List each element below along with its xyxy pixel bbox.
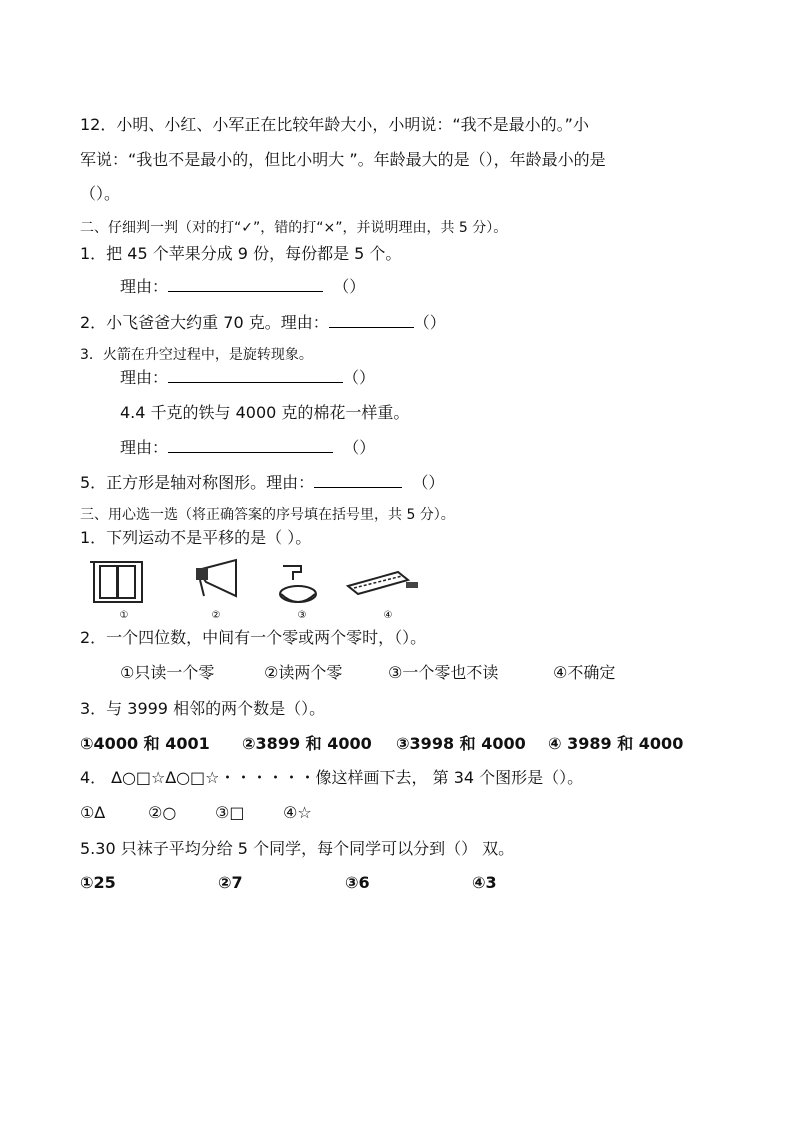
choice-3-option-3[interactable]: ③3998 和 4000 bbox=[396, 734, 526, 753]
choice-5-option-2[interactable]: ②7 bbox=[218, 873, 243, 892]
choice-2-option-3[interactable]: ③一个零也不读 bbox=[388, 663, 499, 682]
reason-label: 理由： bbox=[120, 277, 169, 296]
choice-3-option-1[interactable]: ①4000 和 4001 bbox=[80, 734, 210, 753]
reason-blank[interactable] bbox=[329, 313, 414, 328]
choice-5-option-3[interactable]: ③6 bbox=[345, 873, 370, 892]
reason-label: 理由： bbox=[120, 368, 169, 387]
choice-2-option-2[interactable]: ②读两个零 bbox=[264, 663, 343, 682]
judge-2-label: 2．小飞爸爸大约重 70 克。理由： bbox=[80, 313, 329, 332]
image-label-4: ④ bbox=[383, 610, 393, 621]
faucet-basin-icon bbox=[280, 566, 316, 602]
section3-heading: 三、用心选一选（将正确答案的序号填在括号里，共 5 分）。 bbox=[80, 507, 455, 523]
answer-paren: （） bbox=[343, 438, 376, 457]
q12-line-2: 军说：“我也不是最小的，但比小明大 ”。年龄最大的是（），年龄最小的是 bbox=[80, 150, 606, 169]
judge-1-text: 1．把 45 个苹果分成 9 份，每份都是 5 个。 bbox=[80, 244, 402, 263]
choice-4-option-1[interactable]: ①∆ bbox=[80, 803, 106, 822]
choice-1-text: 1．下列运动不是平移的是（ ）。 bbox=[80, 528, 312, 547]
q12-line-3: （）。 bbox=[80, 184, 121, 203]
sliding-window-icon bbox=[90, 562, 142, 602]
choice-4-text: 4． ∆○□☆∆○□☆・・・・・・像这样画下去， 第 34 个图形是（）。 bbox=[80, 768, 584, 787]
abacus-icon bbox=[348, 572, 418, 594]
judge-5-text bbox=[80, 472, 444, 494]
choice-4-option-3[interactable]: ③□ bbox=[215, 803, 245, 822]
judge-4-text: 4.4 千克的铁与 4000 克的棉花一样重。 bbox=[120, 403, 410, 422]
judge-1-reason bbox=[120, 276, 365, 298]
judge-4-reason bbox=[120, 437, 375, 459]
choice-3-text: 3．与 3999 相邻的两个数是（）。 bbox=[80, 699, 326, 718]
answer-paren: （） bbox=[333, 277, 366, 296]
choice-3-option-2[interactable]: ②3899 和 4000 bbox=[242, 734, 372, 753]
image-label-2: ② bbox=[211, 610, 221, 621]
answer-paren: （） bbox=[412, 473, 445, 492]
reason-blank[interactable] bbox=[168, 438, 333, 453]
section2-heading: 二、仔细判一判（对的打“✓”，错的打“×”，并说明理由，共 5 分）。 bbox=[80, 220, 508, 236]
q12-line-1: 12．小明、小红、小军正在比较年龄大小，小明说：“我不是最小的。”小 bbox=[80, 115, 589, 134]
judge-3-text: 3．火箭在升空过程中，是旋转现象。 bbox=[80, 347, 313, 363]
choice-5-option-4[interactable]: ④3 bbox=[472, 873, 497, 892]
choice-3-option-4[interactable]: ④ 3989 和 4000 bbox=[548, 734, 684, 753]
choice-4-option-4[interactable]: ④☆ bbox=[283, 803, 312, 822]
choice-2-text: 2．一个四位数，中间有一个零或两个零时，（）。 bbox=[80, 628, 427, 647]
rotating-fan-icon bbox=[196, 560, 236, 596]
reason-label: 理由： bbox=[120, 438, 169, 457]
choice-5-text: 5.30 只袜子平均分给 5 个同学，每个同学可以分到（） 双。 bbox=[80, 839, 515, 858]
image-label-1: ① bbox=[119, 610, 129, 621]
judge-3-reason bbox=[120, 367, 375, 389]
reason-blank[interactable] bbox=[168, 277, 323, 292]
choice-2-option-4[interactable]: ④不确定 bbox=[553, 663, 616, 682]
answer-paren: （） bbox=[343, 368, 376, 387]
judge-5-label: 5．正方形是轴对称图形。理由： bbox=[80, 473, 315, 492]
choice-2-option-1[interactable]: ①只读一个零 bbox=[120, 663, 215, 682]
answer-paren: （） bbox=[413, 313, 446, 332]
judge-2-text bbox=[80, 312, 446, 334]
reason-blank[interactable] bbox=[314, 473, 402, 488]
motion-pictures bbox=[88, 556, 428, 622]
choice-4-option-2[interactable]: ②○ bbox=[148, 803, 177, 822]
reason-blank[interactable] bbox=[168, 368, 343, 383]
image-label-3: ③ bbox=[297, 610, 307, 621]
choice-5-option-1[interactable]: ①25 bbox=[80, 873, 116, 892]
